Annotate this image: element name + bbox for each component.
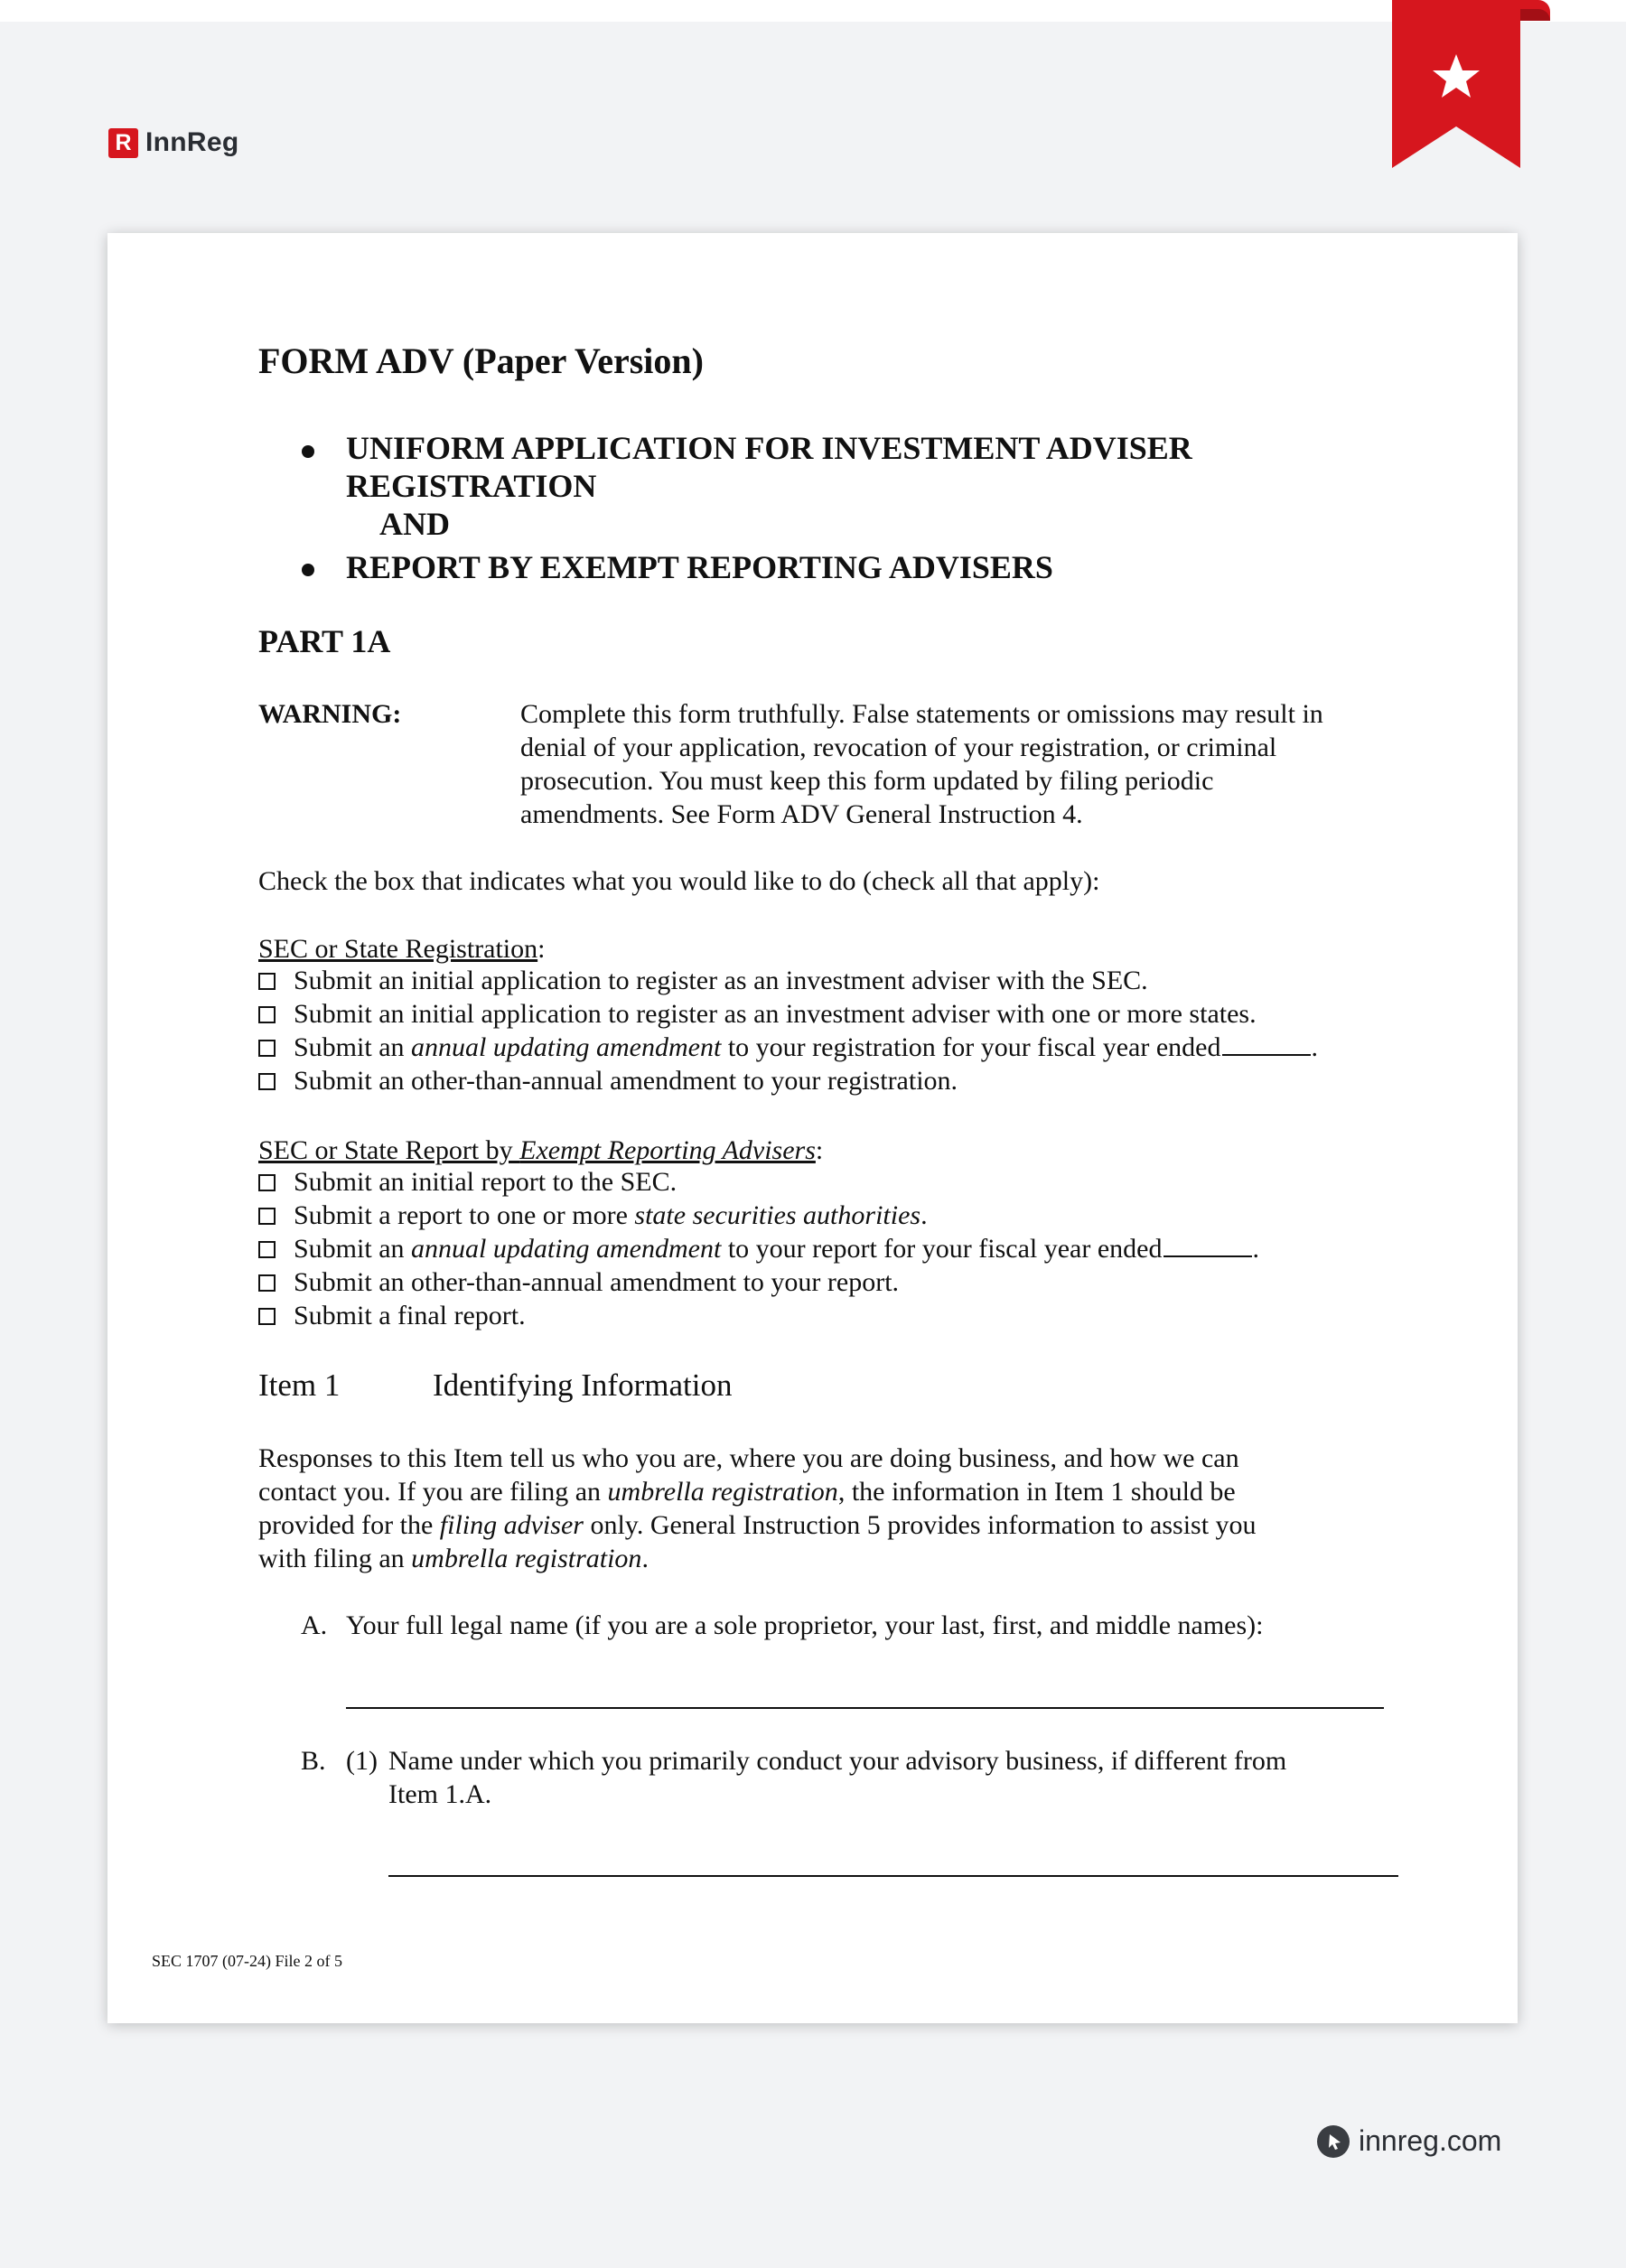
registration-option-4[interactable]: Submit an other-than-annual amendment to your registration. [258,1066,958,1097]
logo-text: InnReg [145,127,239,157]
legal-name-field[interactable] [346,1707,1384,1709]
item-a-text: Your full legal name (if you are a sole proprietor, your last, first, and middle names): [346,1610,1264,1640]
warning-line-2: denial of your application, revocation of your registration, or criminal [520,733,1277,762]
item-para-line-3: provided for the filing adviser only. General Instruction 5 provides information to assist you [258,1510,1257,1540]
item-b-text-line-1: Name under which you primarily conduct your advisory business, if different from [388,1746,1287,1776]
checkbox[interactable] [258,1241,276,1258]
site-link[interactable] [1317,2124,1501,2158]
bullet-1-line-3: AND [379,506,450,542]
checkbox[interactable] [258,1073,276,1090]
document-page [107,233,1518,2023]
innreg-logo[interactable] [108,127,238,158]
item-para-line-2: contact you. If you are filing an umbrella registration, the information in Item 1 should be [258,1477,1236,1507]
checkbox[interactable] [258,1274,276,1292]
bullet-dot [302,445,314,458]
checkbox[interactable] [258,1040,276,1057]
exempt-option-1[interactable]: Submit an initial report to the SEC. [258,1167,677,1198]
exempt-option-5[interactable]: Submit a final report. [258,1301,526,1331]
exempt-option-2[interactable]: Submit a report to one or more state securities authorities. [258,1200,928,1231]
bullet-1-line-2: REGISTRATION [346,468,597,504]
bullet-1-line-1: UNIFORM APPLICATION FOR INVESTMENT ADVISER [346,430,1192,466]
registration-option-3[interactable]: Submit an annual updating amendment to your registration for your fiscal year ended . [258,1032,1318,1063]
checkbox[interactable] [258,1208,276,1225]
business-name-field[interactable] [388,1875,1398,1877]
check-instruction: Check the box that indicates what you would like to do (check all that apply): [258,866,1100,896]
item-a-label: A. [301,1610,328,1640]
form-title: FORM ADV (Paper Version) [258,341,704,381]
part-heading: PART 1A [258,623,391,659]
exempt-heading: SEC or State Report by Exempt Reporting Advisers: [258,1135,824,1165]
checkbox[interactable] [258,973,276,990]
star-icon [1392,0,1550,168]
exempt-option-3[interactable]: Submit an annual updating amendment to your report for your fiscal year ended . [258,1234,1259,1265]
fiscal-year-blank[interactable] [1222,1032,1311,1056]
warning-line-3: prosecution. You must keep this form updated by filing periodic [520,766,1214,796]
cursor-click-icon [1317,2125,1350,2158]
bullet-2-line-1: REPORT BY EXEMPT REPORTING ADVISERS [346,549,1053,585]
form-footer-code: SEC 1707 (07-24) File 2 of 5 [152,1952,342,1970]
item-number: Item 1 [258,1367,341,1403]
warning-line-1: Complete this form truthfully. False statements or omissions may result in [520,699,1323,729]
bullet-dot [302,564,314,576]
item-para-line-4: with filing an umbrella registration. [258,1544,649,1573]
fiscal-year-blank[interactable] [1163,1234,1252,1257]
bookmark-ribbon[interactable] [1392,0,1550,168]
item-b-sub: (1) [346,1746,378,1776]
warning-line-4: amendments. See Form ADV General Instruction 4. [520,799,1083,829]
checkbox[interactable] [258,1174,276,1191]
logo-mark-icon: R [108,128,138,158]
item-b-text-line-2: Item 1.A. [388,1779,492,1809]
warning-label: WARNING: [258,699,402,729]
checkbox[interactable] [258,1308,276,1325]
item-b-label: B. [301,1746,326,1776]
site-domain: innreg.com [1359,2124,1502,2157]
item-para-line-1: Responses to this Item tell us who you are, where you are doing business, and how we can [258,1443,1239,1473]
item-title: Identifying Information [433,1367,733,1403]
registration-heading: SEC or State Registration: [258,934,546,964]
top-strip [0,0,1626,22]
exempt-option-4[interactable]: Submit an other-than-annual amendment to your report. [258,1267,899,1298]
checkbox[interactable] [258,1006,276,1023]
registration-option-2[interactable]: Submit an initial application to register as an investment adviser with one or more states. [258,999,1257,1030]
registration-option-1[interactable]: Submit an initial application to register as an investment adviser with the SEC. [258,966,1148,996]
